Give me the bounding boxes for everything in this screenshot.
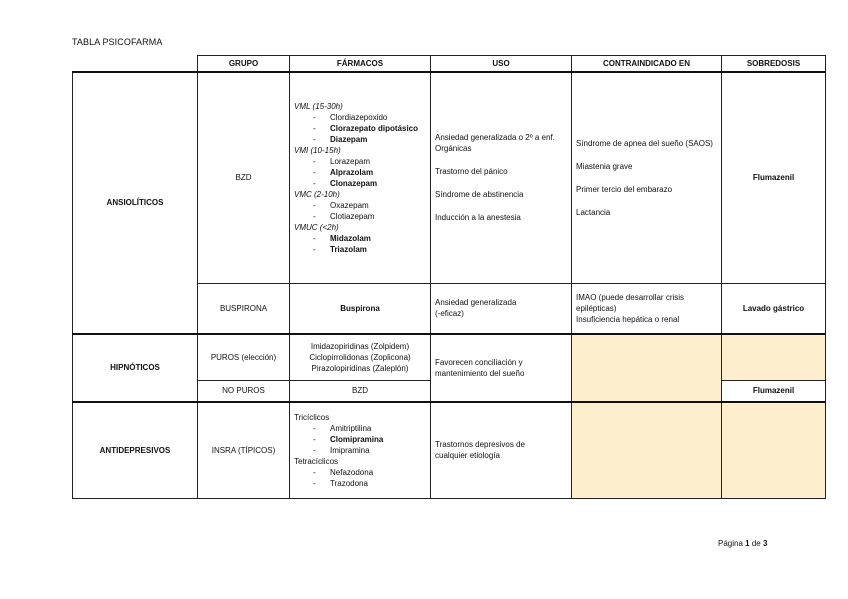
drug-group-heading: VMC (2-10h)	[294, 189, 340, 199]
table-row-hipnoticos-puros	[73, 334, 826, 380]
drug-name: Imipramina	[330, 445, 370, 455]
farmacos-insra-list	[290, 402, 431, 498]
drug-group-heading: VMUC (<2h)	[294, 222, 339, 232]
footer-page-number: 1	[745, 539, 750, 548]
farmaco-item: Ciclopirrolidonas (Zoplicona)	[309, 352, 411, 362]
drug-item	[294, 211, 426, 222]
contraindicado-item: Insuficiencia hepática o renal	[576, 314, 680, 324]
drug-bullet-dash: -	[313, 244, 316, 254]
contraindicado-item: Primer tercio del embarazo	[576, 184, 673, 194]
drug-name: Clorazepato dipotásico	[330, 123, 419, 133]
grupo-buspirona: BUSPIRONA	[198, 283, 290, 334]
header-row	[73, 56, 826, 73]
drug-name: Clotiazepam	[330, 211, 375, 221]
drug-name: Amitriptilina	[330, 423, 372, 433]
drug-item	[294, 244, 426, 255]
drug-name: Clonazepam	[330, 178, 378, 188]
grupo-no-puros: NO PUROS	[198, 380, 290, 402]
contraindicado-hipnoticos-empty	[572, 334, 722, 402]
drug-list	[294, 99, 426, 257]
uso-insra	[431, 402, 572, 498]
uso-item: Ansiedad generalizada o 2º a enf. Orgánicas	[435, 133, 555, 154]
uso-item: (-eficaz)	[435, 309, 464, 319]
drug-item	[294, 200, 426, 211]
farmacos-puros	[290, 334, 431, 380]
drug-name: Alprazolam	[330, 167, 374, 177]
contraindicado-item: Lactancia	[576, 207, 611, 217]
drug-bullet-dash: -	[313, 112, 316, 122]
header-uso: USO	[431, 56, 572, 73]
drug-name: Nefazodona	[330, 467, 374, 477]
drug-bullet-dash: -	[313, 478, 316, 488]
drug-item	[294, 167, 426, 178]
drug-name: Clomipramina	[330, 434, 384, 444]
sobredosis-buspirona: Lavado gástrico	[722, 283, 826, 334]
footer-separator: de	[751, 539, 761, 548]
drug-item	[294, 156, 426, 167]
contraindicado-bzd	[572, 72, 722, 283]
contraindicado-item: Miastenia grave	[576, 161, 633, 171]
drug-name: Clordiazepoxido	[330, 112, 388, 122]
drug-item	[294, 445, 426, 456]
drug-bullet-dash: -	[313, 211, 316, 221]
drug-bullet-dash: -	[313, 423, 316, 433]
header-grupo: GRUPO	[198, 56, 290, 73]
grupo-insra: INSRA (TÍPICOS)	[198, 402, 290, 498]
uso-buspirona	[431, 283, 572, 334]
drug-bullet-dash: -	[313, 134, 316, 144]
farmacos-no-puros: BZD	[290, 380, 431, 402]
drug-item	[294, 233, 426, 244]
farmacos-buspirona: Buspirona	[290, 283, 431, 334]
drug-name: Oxazepam	[330, 200, 369, 210]
drug-item	[294, 434, 426, 445]
category-hipnoticos: HIPNÓTICOS	[73, 334, 198, 402]
category-antidepresivos: ANTIDEPRESIVOS	[73, 402, 198, 498]
drug-bullet-dash: -	[313, 167, 316, 177]
drug-item	[294, 478, 426, 489]
uso-item: Trastorno del pánico	[435, 167, 508, 177]
header-contraindicado: CONTRAINDICADO EN	[572, 56, 722, 73]
drug-name: Triazolam	[330, 244, 367, 254]
drug-item	[294, 112, 426, 123]
drug-bullet-dash: -	[313, 200, 316, 210]
farmacos-bzd-list	[290, 72, 431, 283]
drug-bullet-dash: -	[313, 445, 316, 455]
uso-item: Síndrome de abstinencia	[435, 190, 524, 200]
drug-group-heading: VML (15-30h)	[294, 101, 343, 111]
grupo-bzd: BZD	[198, 72, 290, 283]
contraindicado-item: Síndrome de apnea del sueño (SAOS)	[576, 138, 713, 148]
psychopharma-table	[72, 55, 826, 499]
sobredosis-bzd: Flumazenil	[722, 72, 826, 283]
drug-name: Diazepam	[330, 134, 368, 144]
sobredosis-no-puros: Flumazenil	[722, 380, 826, 402]
table-row-antidepresivos-insra	[73, 402, 826, 498]
document-title: TABLA PSICOFARMA	[72, 37, 163, 47]
drug-name: Midazolam	[330, 233, 371, 243]
drug-list	[294, 410, 426, 491]
uso-item: cualquier etiología	[435, 451, 500, 461]
drug-item	[294, 134, 426, 145]
header-sobredosis: SOBREDOSIS	[722, 56, 826, 73]
header-empty-cell	[73, 56, 198, 73]
footer-page-total: 3	[762, 539, 768, 548]
drug-group-heading: Tricíclicos	[294, 412, 330, 422]
drug-name: Trazodona	[330, 478, 368, 488]
drug-item	[294, 123, 426, 134]
drug-item	[294, 423, 426, 434]
contraindicado-insra-empty	[572, 402, 722, 498]
uso-item: Trastornos depresivos de	[435, 440, 525, 450]
drug-name: Lorazepam	[330, 156, 371, 166]
header-farmacos: FÁRMACOS	[290, 56, 431, 73]
table-row-ansioliticos-bzd	[73, 72, 826, 283]
drug-group-heading: Tetracíclicos	[294, 456, 339, 466]
drug-bullet-dash: -	[313, 233, 316, 243]
grupo-puros: PUROS (elección)	[198, 334, 290, 380]
uso-bzd	[431, 72, 572, 283]
drug-bullet-dash: -	[313, 123, 316, 133]
farmaco-item: Imidazopiridinas (Zolpidem)	[310, 341, 410, 351]
drug-group-heading: VMI (10-15h)	[294, 145, 341, 155]
uso-item: mantenimiento del sueño	[435, 369, 525, 378]
farmaco-item: Pirazolopiridinas (Zaleplón)	[311, 363, 409, 373]
drug-item	[294, 467, 426, 478]
contraindicado-buspirona	[572, 283, 722, 334]
uso-item: Favorecen conciliación y	[435, 357, 523, 367]
contraindicado-item: IMAO (puede desarrollar crisis epilépticas)	[576, 292, 685, 313]
category-ansioliticos: ANSIOLÍTICOS	[73, 72, 198, 334]
drug-bullet-dash: -	[313, 467, 316, 477]
drug-bullet-dash: -	[313, 434, 316, 444]
page-footer	[718, 539, 767, 548]
sobredosis-insra-empty	[722, 402, 826, 498]
uso-item: Inducción a la anestesia	[435, 213, 521, 223]
drug-item	[294, 178, 426, 189]
drug-bullet-dash: -	[313, 156, 316, 166]
sobredosis-puros-empty	[722, 334, 826, 380]
drug-bullet-dash: -	[313, 178, 316, 188]
uso-hipnoticos	[431, 334, 572, 402]
uso-item: Ansiedad generalizada	[435, 298, 517, 308]
footer-prefix: Página	[718, 539, 743, 548]
